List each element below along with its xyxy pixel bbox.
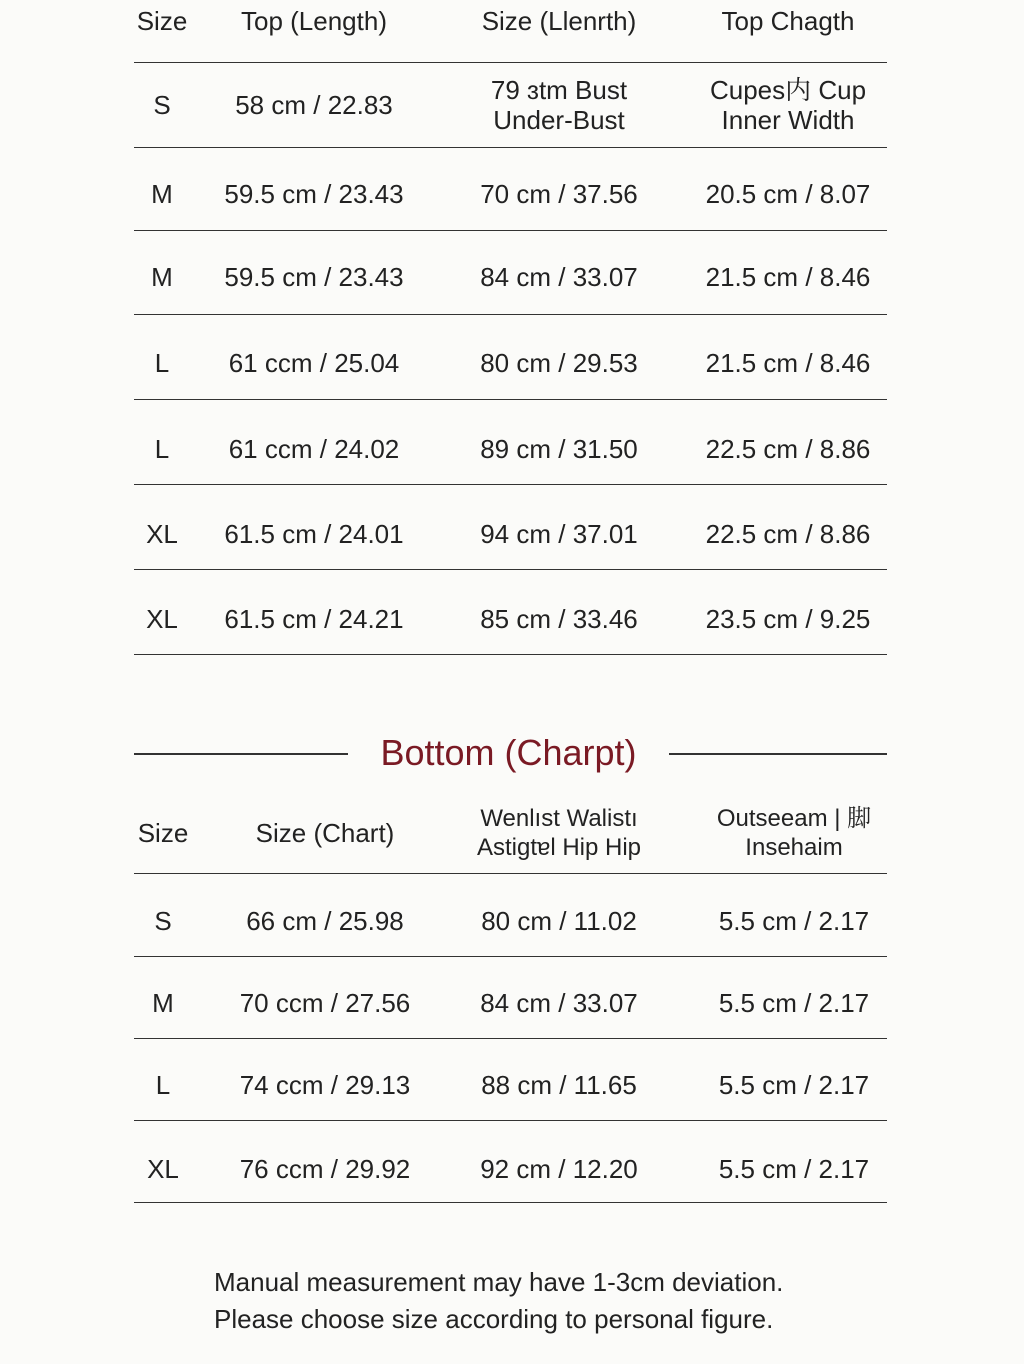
- table-row: [134, 1121, 887, 1203]
- size-cell: S: [154, 906, 172, 936]
- size-cell: M: [152, 988, 174, 1018]
- length-cell: 59.5 cm / 23.43: [224, 262, 404, 292]
- size-cell: S: [153, 90, 171, 120]
- cup-cell: 21.5 cm / 8.46: [705, 262, 871, 292]
- bust-cell: 89 cm / 31.50: [480, 434, 638, 464]
- bust-line-2: Under-Bust: [493, 105, 625, 135]
- header-outseam-inseam: [704, 804, 884, 862]
- length-cell: 76 ccm / 29.92: [239, 1154, 411, 1184]
- header-top-length: Top (Length): [241, 6, 387, 36]
- bottom-size-table: [134, 792, 887, 1203]
- bust-cell: 85 cm / 33.46: [480, 604, 638, 634]
- bottom-table-header-row: [134, 792, 887, 874]
- header-top-chagth: Top Chagth: [721, 6, 855, 36]
- size-cell: XL: [146, 519, 178, 549]
- bust-cell: 70 cm / 37.56: [480, 179, 638, 209]
- length-cell: 58 cm / 22.83: [235, 90, 393, 120]
- header-waist-line-2: Astigtɐl Hip Hip: [476, 834, 642, 861]
- length-cell: 66 cm / 25.98: [246, 906, 404, 936]
- note-line-2: Please choose size according to personal figure.: [214, 1304, 774, 1334]
- top-size-table: [134, 0, 887, 655]
- size-cell: XL: [146, 604, 178, 634]
- table-row: [134, 63, 887, 148]
- header-size-length: Size (Llenrth): [481, 6, 637, 36]
- header-outseam-line-1: Outseeam | 脚: [716, 805, 872, 832]
- table-row: [134, 485, 887, 570]
- table-row: [134, 148, 887, 231]
- header-waist-line-1: Wenlıst Walistı: [480, 805, 638, 832]
- table-row: [134, 231, 887, 315]
- bust-cell: 80 cm / 29.53: [480, 348, 638, 378]
- size-cell: M: [151, 179, 173, 209]
- length-cell: 74 ccm / 29.13: [239, 1070, 411, 1100]
- bottom-section-header: [134, 722, 887, 784]
- bust-cell: 94 cm / 37.01: [480, 519, 638, 549]
- size-cell: L: [154, 348, 170, 378]
- cup-cell: 20.5 cm / 8.07: [705, 179, 871, 209]
- cup-line-1: Cupes内 Cup: [709, 75, 867, 105]
- measurement-note: [214, 1264, 854, 1338]
- cup-cell: 22.5 cm / 8.86: [705, 519, 871, 549]
- top-table-header-row: [134, 0, 887, 63]
- size-cell: M: [151, 262, 173, 292]
- seam-cell: 5.5 cm / 2.17: [718, 1154, 870, 1184]
- header-size: Size: [136, 6, 188, 36]
- waist-cell: 80 cm / 11.02: [481, 906, 637, 936]
- length-cell: 61.5 cm / 24.01: [224, 519, 404, 549]
- cup-cell: 21.5 cm / 8.46: [705, 348, 871, 378]
- cup-line-2: Inner Width: [721, 105, 855, 135]
- size-cell: L: [155, 1070, 171, 1100]
- table-row: [134, 570, 887, 655]
- size-cell: L: [154, 434, 170, 464]
- seam-cell: 5.5 cm / 2.17: [718, 988, 870, 1018]
- length-cell: 59.5 cm / 23.43: [224, 179, 404, 209]
- title-divider-right: [669, 753, 887, 755]
- bust-cell: [464, 75, 654, 135]
- bust-line-1: 79 ɜtm Bust: [490, 75, 628, 105]
- table-row: [134, 315, 887, 400]
- bust-cell: 84 cm / 33.07: [480, 262, 638, 292]
- table-row: [134, 1039, 887, 1121]
- header-size-chart: Size (Chart): [255, 818, 395, 848]
- title-divider-left: [134, 753, 348, 755]
- cup-cell: 22.5 cm / 8.86: [705, 434, 871, 464]
- waist-cell: 84 cm / 33.07: [480, 988, 638, 1018]
- bottom-section-title: Bottom (Charpt): [380, 732, 637, 773]
- length-cell: 70 ccm / 27.56: [239, 988, 411, 1018]
- table-row: [134, 874, 887, 957]
- waist-cell: 88 cm / 11.65: [481, 1070, 637, 1100]
- length-cell: 61 ccm / 24.02: [228, 434, 400, 464]
- seam-cell: 5.5 cm / 2.17: [718, 906, 870, 936]
- table-row: [134, 957, 887, 1039]
- header-outseam-line-2: Insehaim: [745, 834, 843, 861]
- note-line-1: Manual measurement may have 1-3cm deviation.: [214, 1267, 784, 1297]
- cup-cell: [689, 75, 887, 135]
- size-cell: XL: [147, 1154, 179, 1184]
- length-cell: 61.5 cm / 24.21: [224, 604, 404, 634]
- cup-cell: 23.5 cm / 9.25: [705, 604, 871, 634]
- waist-cell: 92 cm / 12.20: [480, 1154, 638, 1184]
- table-row: [134, 400, 887, 485]
- header-waist-hip: [464, 804, 654, 862]
- header-size: Size: [137, 818, 189, 848]
- length-cell: 61 ccm / 25.04: [228, 348, 400, 378]
- seam-cell: 5.5 cm / 2.17: [718, 1070, 870, 1100]
